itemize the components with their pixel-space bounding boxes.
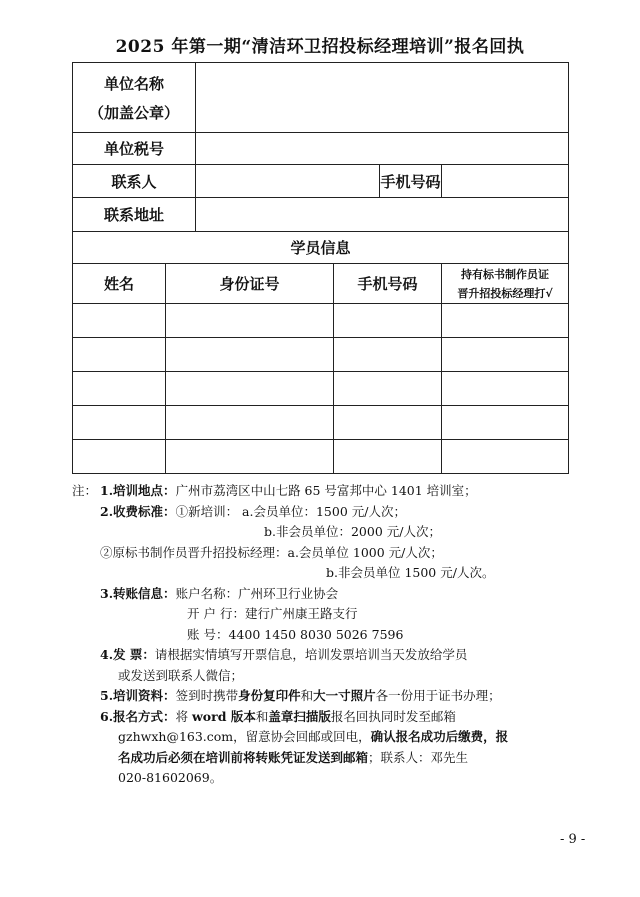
student-name-cell[interactable] [73, 338, 166, 372]
note-4 [72, 645, 572, 666]
address-row [73, 198, 569, 232]
student-phone-cell[interactable] [334, 304, 442, 338]
note-4-label: 4.发 票： [100, 647, 155, 662]
unit-name-label-line2: （加盖公章） [89, 103, 180, 122]
note-2-label: 2.收费标准： [100, 503, 176, 519]
student-info-heading: 学员信息 [73, 232, 569, 264]
student-cert-cell[interactable] [442, 406, 569, 440]
page-number: - 9 - [560, 832, 586, 847]
note-5-label: 5.培训资料： [100, 688, 176, 703]
student-id-cell[interactable] [166, 406, 334, 440]
page-title: 2025 年第一期“清洁环卫招投标经理培训”报名回执 [115, 37, 525, 57]
student-name-cell[interactable] [73, 406, 166, 440]
note-6-line-3 [72, 748, 572, 769]
table-row [73, 338, 569, 372]
note-5-post: 各一份用于证书办理； [375, 688, 501, 703]
student-phone-cell[interactable] [334, 338, 442, 372]
student-info-row [73, 232, 569, 264]
notes-prefix: 注： [72, 483, 98, 498]
col-cert-line2: 晋升招投标经理打√ [457, 286, 553, 300]
registration-form-table [72, 62, 569, 474]
note-6-label: 6.报名方式： [100, 708, 176, 724]
student-phone-cell[interactable] [334, 440, 442, 474]
col-id-header: 身份证号 [166, 264, 334, 304]
note-2-line-b: b.非会员单位：2000 元/人次； [264, 524, 441, 539]
note-6-post: 报名回执同时发至邮箱 [330, 708, 456, 724]
note-2-line-c: ②原标书制作员晋升招投标经理：a.会员单位 1000 元/人次； [100, 544, 443, 560]
tax-no-label: 单位税号 [73, 133, 196, 165]
col-cert-header [442, 264, 569, 304]
note-6-transfer: 名成功后必须在培训前将转账凭证发送到邮箱 [118, 749, 369, 765]
note-3-bank: 开 户 行：建行广州康王路支行 [187, 606, 358, 621]
col-name-header: 姓名 [73, 264, 166, 304]
note-3 [72, 584, 572, 605]
note-6-scan: 盖章扫描版 [268, 708, 331, 724]
note-4-text-cont: 或发送到联系人微信； [118, 667, 244, 683]
note-3-label: 3.转账信息： [100, 585, 176, 601]
student-id-cell[interactable] [166, 338, 334, 372]
unit-name-field[interactable] [196, 63, 569, 133]
unit-name-row [73, 63, 569, 133]
note-6-mid: 和 [255, 708, 269, 724]
note-2 [72, 502, 572, 523]
student-cert-cell[interactable] [442, 304, 569, 338]
col-cert-line1: 持有标书制作员证 [461, 267, 550, 281]
note-6-contact: ；联系人：邓先生 [368, 749, 469, 765]
note-6-email: gzhwxh@163.com，留意协会回邮或回电， [118, 729, 371, 744]
address-field[interactable] [196, 198, 569, 232]
note-6 [72, 707, 572, 728]
student-phone-cell[interactable] [334, 406, 442, 440]
note-2-line-a: ①新培训： a.会员单位：1500 元/人次； [175, 503, 406, 519]
tax-no-field[interactable] [196, 133, 569, 165]
note-6-phone: 020-81602069。 [118, 770, 223, 785]
col-phone-header: 手机号码 [334, 264, 442, 304]
phone-label: 手机号码 [380, 165, 442, 198]
address-label: 联系地址 [73, 198, 196, 232]
phone-field[interactable] [442, 165, 569, 198]
note-1-text: 广州市荔湾区中山七路 65 号富邦中心 1401 培训室； [175, 483, 477, 498]
note-5-mid: 和 [300, 688, 314, 703]
student-name-cell[interactable] [73, 440, 166, 474]
note-3-account-no: 账 号：4400 1450 8030 5026 7596 [187, 626, 404, 642]
note-6-word: word 版本 [192, 708, 256, 724]
note-2-line-d: b.非会员单位 1500 元/人次。 [326, 565, 495, 580]
tax-no-row [73, 133, 569, 165]
contact-field[interactable] [196, 165, 380, 198]
student-name-cell[interactable] [73, 372, 166, 406]
unit-name-label-line1: 单位名称 [104, 74, 165, 93]
note-4-text: 请根据实情填写开票信息，培训发票培训当天发放给学员 [154, 647, 468, 662]
note-1-label: 1.培训地点： [100, 483, 176, 498]
student-cert-cell[interactable] [442, 440, 569, 474]
contact-row [73, 165, 569, 198]
note-5-id-copy: 身份复印件 [238, 688, 301, 703]
student-id-cell[interactable] [166, 440, 334, 474]
table-row [73, 372, 569, 406]
note-3-account-name: 账户名称：广州环卫行业协会 [175, 585, 339, 601]
table-row [73, 304, 569, 338]
unit-name-label [73, 63, 196, 133]
table-row [73, 440, 569, 474]
student-cert-cell[interactable] [442, 338, 569, 372]
notes-section [72, 481, 572, 789]
contact-label: 联系人 [73, 165, 196, 198]
note-5 [72, 686, 572, 707]
note-6-pre: 将 [175, 708, 193, 724]
note-5-pre: 签到时携带 [175, 688, 239, 703]
note-6-line-2 [72, 727, 572, 748]
student-header-row [73, 264, 569, 304]
note-6-confirm: 确认报名成功后缴费，报 [370, 729, 509, 744]
student-id-cell[interactable] [166, 372, 334, 406]
student-id-cell[interactable] [166, 304, 334, 338]
note-5-photo: 大一寸照片 [313, 688, 376, 703]
table-row [73, 406, 569, 440]
student-cert-cell[interactable] [442, 372, 569, 406]
student-phone-cell[interactable] [334, 372, 442, 406]
student-name-cell[interactable] [73, 304, 166, 338]
note-1 [72, 481, 572, 502]
